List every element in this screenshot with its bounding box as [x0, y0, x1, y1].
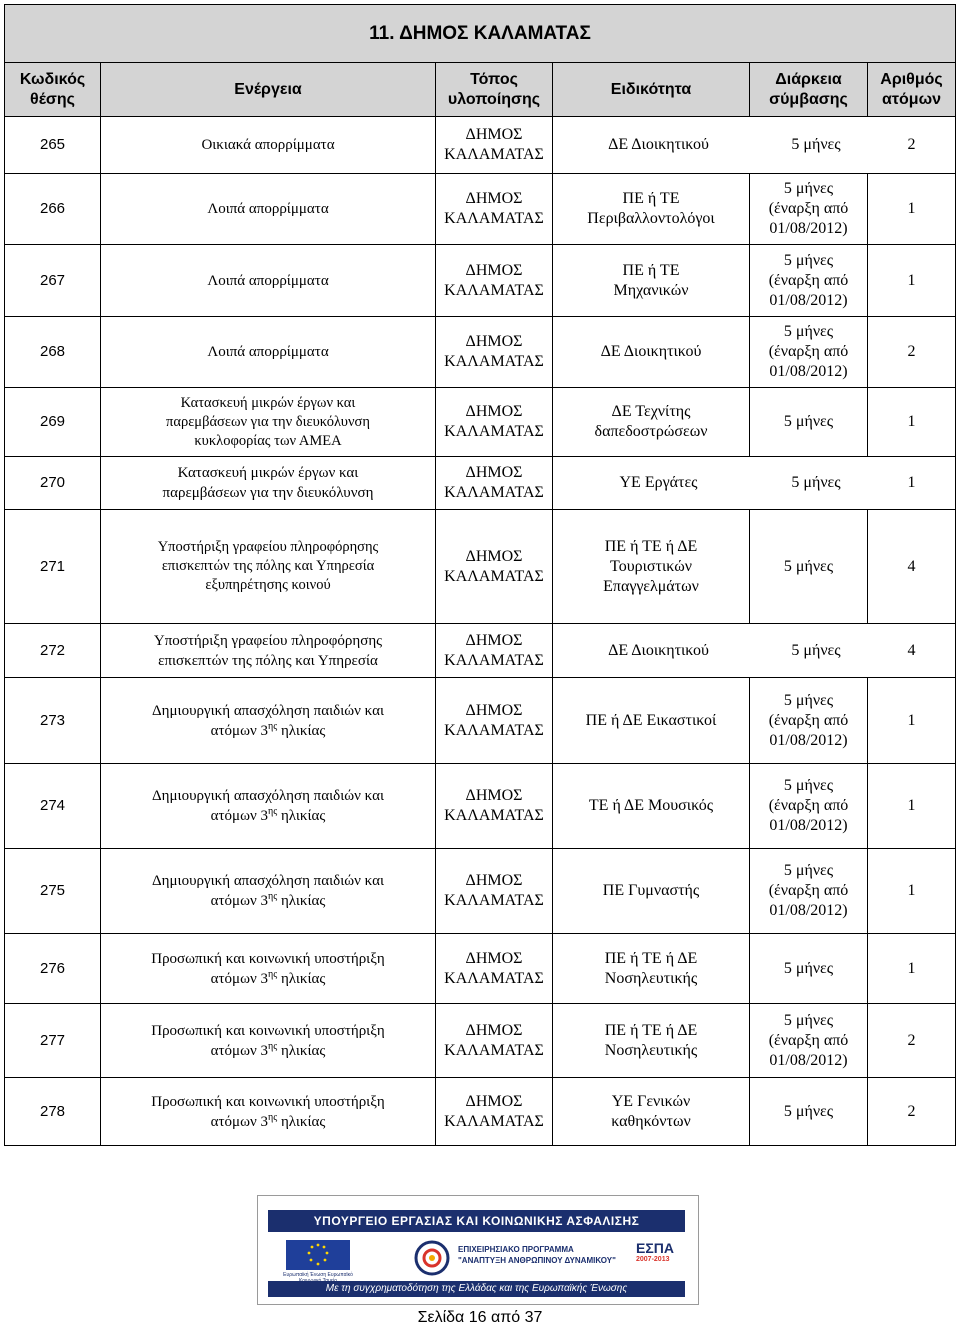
specialty-cell: ΠΕ ή ΤΕ ή ΔΕ Νοσηλευτικής: [553, 934, 750, 1004]
header-row: [5, 63, 956, 117]
duration-cell: 5 μήνες: [750, 934, 868, 1004]
action-cell: Υποστήριξη γραφείου πληροφόρησης επισκεπτών της πόλης και Υπηρεσία: [101, 624, 436, 678]
espa-logo: ΕΣΠΑ 2007-2013: [636, 1240, 674, 1263]
place-cell: ΔΗΜΟΣ ΚΑΛΑΜΑΤΑΣ: [436, 764, 553, 849]
place-cell: ΔΗΜΟΣ ΚΑΛΑΜΑΤΑΣ: [436, 678, 553, 764]
position-code: 265: [5, 117, 101, 174]
page-number: Σελίδα 16 από 37: [417, 1309, 543, 1326]
specialty-cell: ΤΕ ή ΔΕ Μουσικός: [553, 764, 750, 849]
program-emblem-icon: [410, 1238, 454, 1278]
table-row: [5, 1004, 956, 1078]
persons-cell: 1: [868, 678, 956, 764]
table-title: 11. ΔΗΜΟΣ ΚΑΛΑΜΑΤΑΣ: [5, 5, 956, 63]
duration-cell: 5 μήνες: [750, 510, 868, 624]
position-code: 274: [5, 764, 101, 849]
table-row: [5, 245, 956, 317]
place-cell: ΔΗΜΟΣ ΚΑΛΑΜΑΤΑΣ: [436, 934, 553, 1004]
place-cell: ΔΗΜΟΣ ΚΑΛΑΜΑΤΑΣ: [436, 245, 553, 317]
header-persons: Αριθμός ατόμων: [868, 63, 956, 117]
place-cell: ΔΗΜΟΣ ΚΑΛΑΜΑΤΑΣ: [436, 624, 553, 678]
table-row: [5, 388, 956, 457]
persons-cell: 1: [868, 849, 956, 934]
action-cell: Δημιουργική απασχόληση παιδιών και ατόμων $3^{\eta\varsigma}$ ηλικίας: [101, 678, 436, 764]
position-code: 268: [5, 317, 101, 388]
table-row: [5, 934, 956, 1004]
persons-cell: 1: [868, 764, 956, 849]
place-cell: ΔΗΜΟΣ ΚΑΛΑΜΑΤΑΣ: [436, 317, 553, 388]
persons-cell: 2: [868, 1078, 956, 1146]
persons-cell: 4: [868, 510, 956, 624]
table-row: [5, 1078, 956, 1146]
action-cell: Προσωπική και κοινωνική υποστήριξη ατόμων $3^{\eta\varsigma}$ ηλικίας: [101, 934, 436, 1004]
header-specialty: Ειδικότητα: [553, 63, 750, 117]
position-code: 276: [5, 934, 101, 1004]
duration-cell: 5 μήνες (έναρξη από 01/08/2012): [750, 678, 868, 764]
specialty-cell: ΠΕ ή ΤΕ Μηχανικών: [553, 245, 750, 317]
position-code: 266: [5, 174, 101, 245]
specialty-text: ΔΕ Διοικητικού: [608, 136, 709, 153]
action-cell: Οικιακά απορρίμματα: [101, 117, 436, 174]
place-cell: ΔΗΜΟΣ ΚΑΛΑΜΑΤΑΣ: [436, 510, 553, 624]
positions-table: [4, 4, 956, 1146]
duration-cell: 5 μήνες (έναρξη από 01/08/2012): [750, 174, 868, 245]
place-cell: ΔΗΜΟΣ ΚΑΛΑΜΑΤΑΣ: [436, 849, 553, 934]
specialty-cell: ΠΕ ή ΔΕ Εικαστικοί: [553, 678, 750, 764]
table-row: [5, 457, 956, 510]
duration-cell: 5 μήνες (έναρξη από 01/08/2012): [750, 245, 868, 317]
place-cell: ΔΗΜΟΣ ΚΑΛΑΜΑΤΑΣ: [436, 1004, 553, 1078]
action-cell: Δημιουργική απασχόληση παιδιών και ατόμων $3^{\eta\varsigma}$ ηλικίας: [101, 764, 436, 849]
place-cell: ΔΗΜΟΣ ΚΑΛΑΜΑΤΑΣ: [436, 457, 553, 510]
position-code: 270: [5, 457, 101, 510]
action-cell: Λοιπά απορρίμματα: [101, 317, 436, 388]
table-row: [5, 764, 956, 849]
specialty-cell: ΠΕ ή ΤΕ ή ΔΕ Τουριστικών Επαγγελμάτων: [553, 510, 750, 624]
specialty-text: ΔΕ Διοικητικού: [608, 641, 709, 659]
position-code: 269: [5, 388, 101, 457]
persons-text: 1: [907, 474, 916, 491]
position-code: 271: [5, 510, 101, 624]
action-cell: Λοιπά απορρίμματα: [101, 245, 436, 317]
duration-cell: 5 μήνες (έναρξη από 01/08/2012): [750, 764, 868, 849]
header-place: Τόπος υλοποίησης: [436, 63, 553, 117]
position-code: 277: [5, 1004, 101, 1078]
ministry-banner: ΥΠΟΥΡΓΕΙΟ ΕΡΓΑΣΙΑΣ ΚΑΙ ΚΟΙΝΩΝΙΚΗΣ ΑΣΦΑΛΙΣΗΣ: [268, 1210, 685, 1232]
persons-cell: 1: [868, 174, 956, 245]
persons-cell: 1: [868, 245, 956, 317]
specialty-duration-persons-cell: [553, 624, 956, 678]
table-row: [5, 510, 956, 624]
duration-cell: 5 μήνες: [750, 1078, 868, 1146]
cofunding-banner: Με τη συγχρηματοδότηση της Ελλάδας και της Ευρωπαϊκής Ένωσης: [268, 1281, 685, 1297]
persons-cell: 2: [868, 317, 956, 388]
position-code: 267: [5, 245, 101, 317]
program-name: ΕΠΙΧΕΙΡΗΣΙΑΚΟ ΠΡΟΓΡΑΜΜΑ "ΑΝΑΠΤΥΞΗ ΑΝΘΡΩΠΙΝΟΥ ΔΥΝΑΜΙΚΟΥ": [458, 1245, 616, 1265]
specialty-cell: ΠΕ Γυμναστής: [553, 849, 750, 934]
persons-cell: 1: [868, 934, 956, 1004]
funding-logo-banner: [257, 1195, 699, 1305]
specialty-cell: ΔΕ Τεχνίτης δαπεδοστρώσεων: [553, 388, 750, 457]
persons-text: 4: [907, 641, 916, 659]
specialty-cell: ΔΕ Διοικητικού: [553, 317, 750, 388]
table-row: [5, 624, 956, 678]
duration-cell: 5 μήνες: [750, 388, 868, 457]
specialty-duration-persons-cell: [553, 457, 956, 510]
duration-text: 5 μήνες: [791, 136, 841, 153]
persons-text: 2: [907, 136, 916, 153]
header-code: Κωδικός θέσης: [5, 63, 101, 117]
action-cell: Προσωπική και κοινωνική υποστήριξη ατόμων $3^{\eta\varsigma}$ ηλικίας: [101, 1004, 436, 1078]
position-code: 273: [5, 678, 101, 764]
duration-text: 5 μήνες: [791, 641, 841, 659]
action-cell: Λοιπά απορρίμματα: [101, 174, 436, 245]
action-cell: Κατασκευή μικρών έργων και παρεμβάσεων για την διευκόλυνση κυκλοφορίας των ΑΜΕΑ: [101, 388, 436, 457]
persons-cell: 2: [868, 1004, 956, 1078]
table-row: [5, 117, 956, 174]
table-row: [5, 678, 956, 764]
specialty-cell: ΠΕ ή ΤΕ Περιβαλλοντολόγοι: [553, 174, 750, 245]
table-row: [5, 849, 956, 934]
duration-text: 5 μήνες: [791, 474, 841, 491]
duration-cell: 5 μήνες (έναρξη από 01/08/2012): [750, 317, 868, 388]
action-cell: Προσωπική και κοινωνική υποστήριξη ατόμων $3^{\eta\varsigma}$ ηλικίας: [101, 1078, 436, 1146]
header-duration: Διάρκεια σύμβασης: [750, 63, 868, 117]
specialty-duration-persons-cell: [553, 117, 956, 174]
position-code: 275: [5, 849, 101, 934]
duration-cell: 5 μήνες (έναρξη από 01/08/2012): [750, 849, 868, 934]
place-cell: ΔΗΜΟΣ ΚΑΛΑΜΑΤΑΣ: [436, 117, 553, 174]
place-cell: ΔΗΜΟΣ ΚΑΛΑΜΑΤΑΣ: [436, 174, 553, 245]
duration-cell: 5 μήνες (έναρξη από 01/08/2012): [750, 1004, 868, 1078]
header-action: Ενέργεια: [101, 63, 436, 117]
table-row: [5, 174, 956, 245]
eu-caption: Ευρωπαϊκή Ένωση Ευρωπαϊκό: [283, 1272, 353, 1278]
specialty-cell: ΥΕ Γενικών καθηκόντων: [553, 1078, 750, 1146]
action-cell: Δημιουργική απασχόληση παιδιών και ατόμων $3^{\eta\varsigma}$ ηλικίας: [101, 849, 436, 934]
action-cell: Κατασκευή μικρών έργων και παρεμβάσεων για την διευκόλυνση: [101, 457, 436, 510]
place-cell: ΔΗΜΟΣ ΚΑΛΑΜΑΤΑΣ: [436, 388, 553, 457]
persons-cell: 1: [868, 388, 956, 457]
place-cell: ΔΗΜΟΣ ΚΑΛΑΜΑΤΑΣ: [436, 1078, 553, 1146]
specialty-text: ΥΕ Εργάτες: [619, 474, 698, 491]
action-cell: Υποστήριξη γραφείου πληροφόρησης επισκεπτών της πόλης και Υπηρεσία εξυπηρέτησης κοινού: [101, 510, 436, 624]
position-code: 272: [5, 624, 101, 678]
table-row: [5, 317, 956, 388]
position-code: 278: [5, 1078, 101, 1146]
specialty-cell: ΠΕ ή ΤΕ ή ΔΕ Νοσηλευτικής: [553, 1004, 750, 1078]
